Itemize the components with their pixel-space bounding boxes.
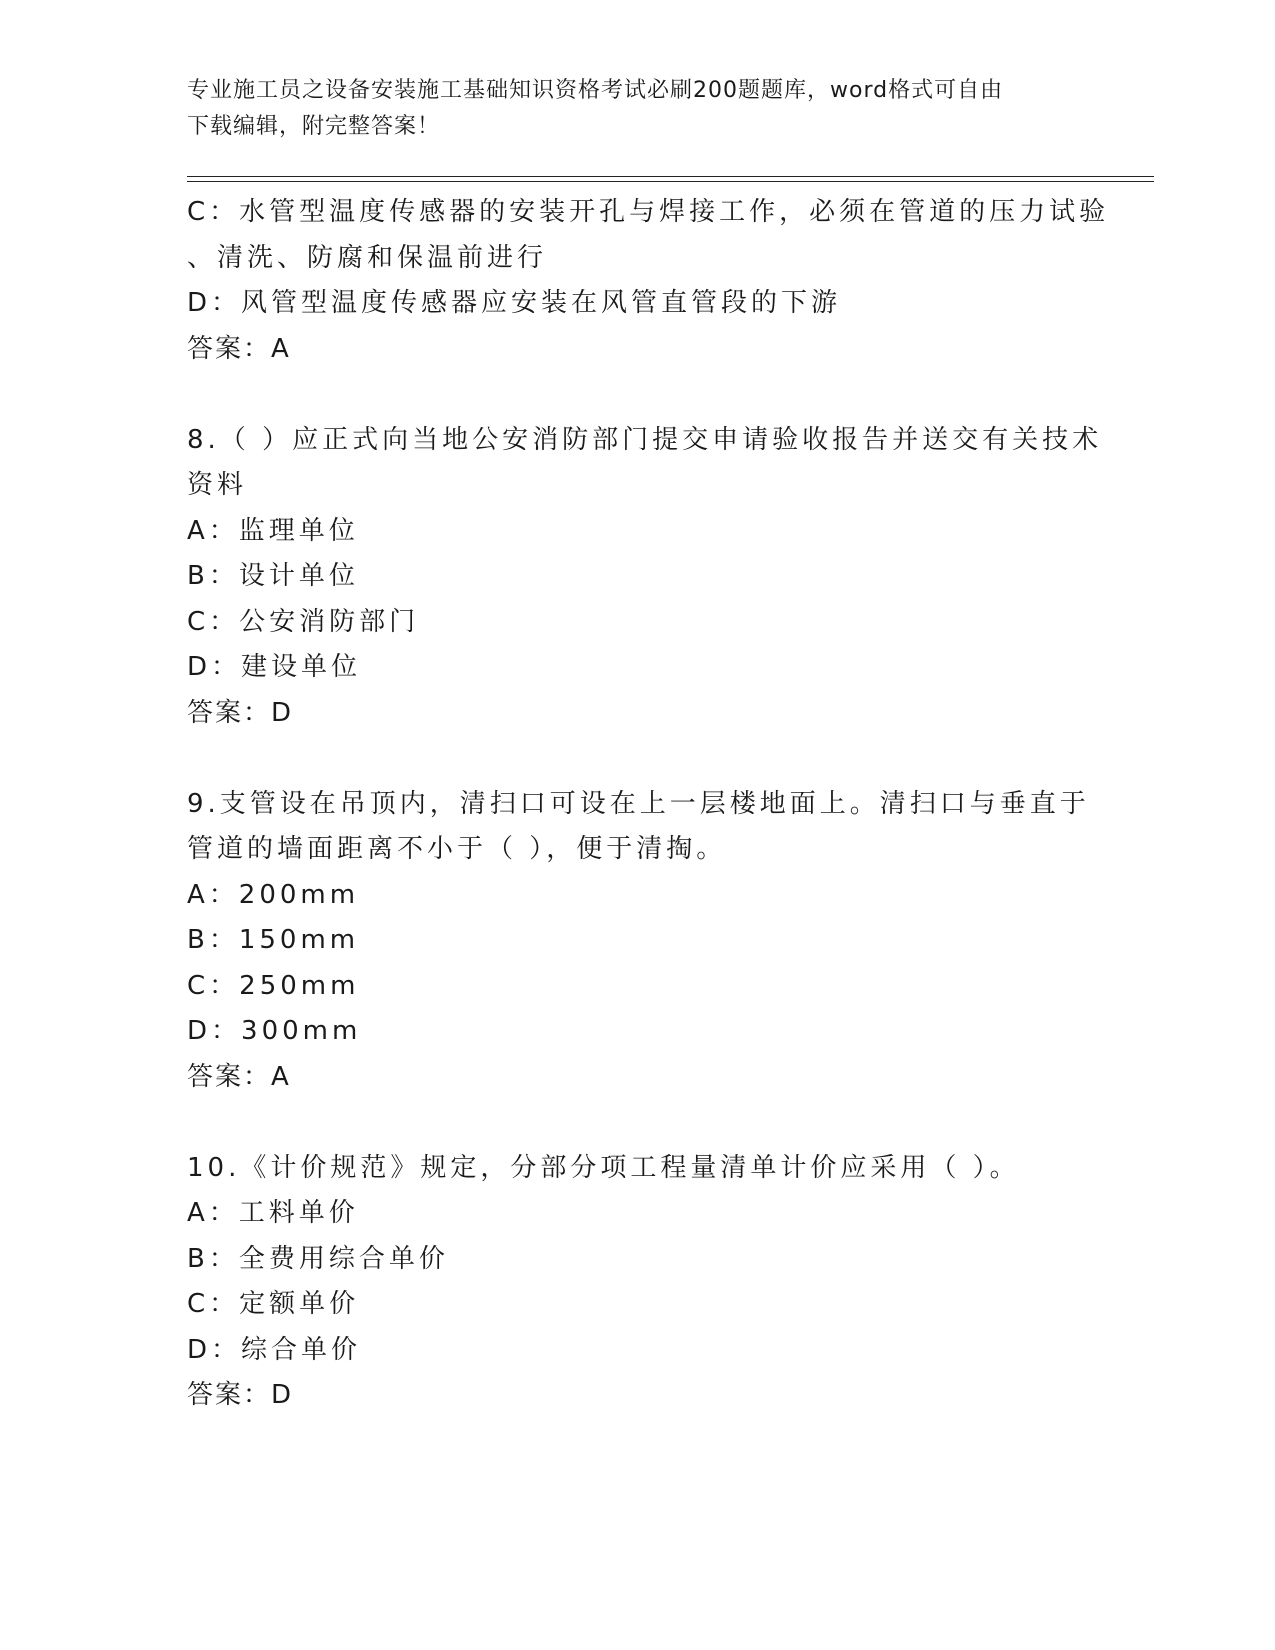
- spacer: [187, 1100, 1087, 1146]
- header-line-2: 下载编辑，附完整答案！: [187, 114, 441, 139]
- question-7-continued: [187, 190, 1110, 372]
- answer: 答案：A: [187, 1061, 291, 1092]
- option-d: D：300mm: [187, 1016, 362, 1046]
- answer: 答案：A: [187, 333, 291, 364]
- option-c: C：水管型温度传感器的安装开孔与焊接工作，必须在管道的压力试验: [187, 197, 1110, 227]
- question-stem-continued: 资料: [187, 470, 248, 500]
- spacer: [187, 372, 1087, 418]
- header-divider-bottom: [187, 181, 1154, 182]
- question-8: [187, 418, 1103, 737]
- question-stem: 8.（ ）应正式向当地公安消防部门提交申请验收报告并送交有关技术: [187, 424, 1103, 455]
- option-c: C：定额单价: [187, 1289, 360, 1319]
- option-b: B：150mm: [187, 925, 360, 955]
- question-list: [187, 190, 1110, 1419]
- option-c: C：公安消防部门: [187, 606, 420, 637]
- document-header: [187, 73, 1087, 145]
- option-b: B：全费用综合单价: [187, 1243, 449, 1274]
- option-a: A：监理单位: [187, 515, 359, 546]
- question-stem-continued: 管道的墙面距离不小于（ ），便于清掏。: [187, 834, 727, 864]
- option-d: D：风管型温度传感器应安装在风管直管段的下游: [187, 288, 842, 318]
- option-a: A：工料单价: [187, 1198, 359, 1228]
- spacer: [187, 736, 1087, 782]
- option-c: C：250mm: [187, 970, 360, 1001]
- header-divider-top: [187, 176, 1154, 177]
- option-d: D：综合单价: [187, 1334, 362, 1365]
- answer: 答案：D: [187, 1380, 294, 1410]
- option-d: D：建设单位: [187, 652, 362, 682]
- question-stem: 9.支管设在吊顶内，清扫口可设在上一层楼地面上。清扫口与垂直于: [187, 788, 1090, 819]
- option-c-continued: 、清洗、防腐和保温前进行: [187, 242, 548, 273]
- header-line-1: 专业施工员之设备安装施工基础知识资格考试必刷200题题库，word格式可自由: [187, 78, 1004, 103]
- option-b: B：设计单位: [187, 561, 359, 591]
- question-10: [187, 1146, 1087, 1419]
- question-9: [187, 782, 1090, 1101]
- question-stem: 10.《计价规范》规定，分部分项工程量清单计价应采用（ ）。: [187, 1152, 1020, 1183]
- answer: 答案：D: [187, 697, 294, 728]
- option-a: A：200mm: [187, 879, 360, 910]
